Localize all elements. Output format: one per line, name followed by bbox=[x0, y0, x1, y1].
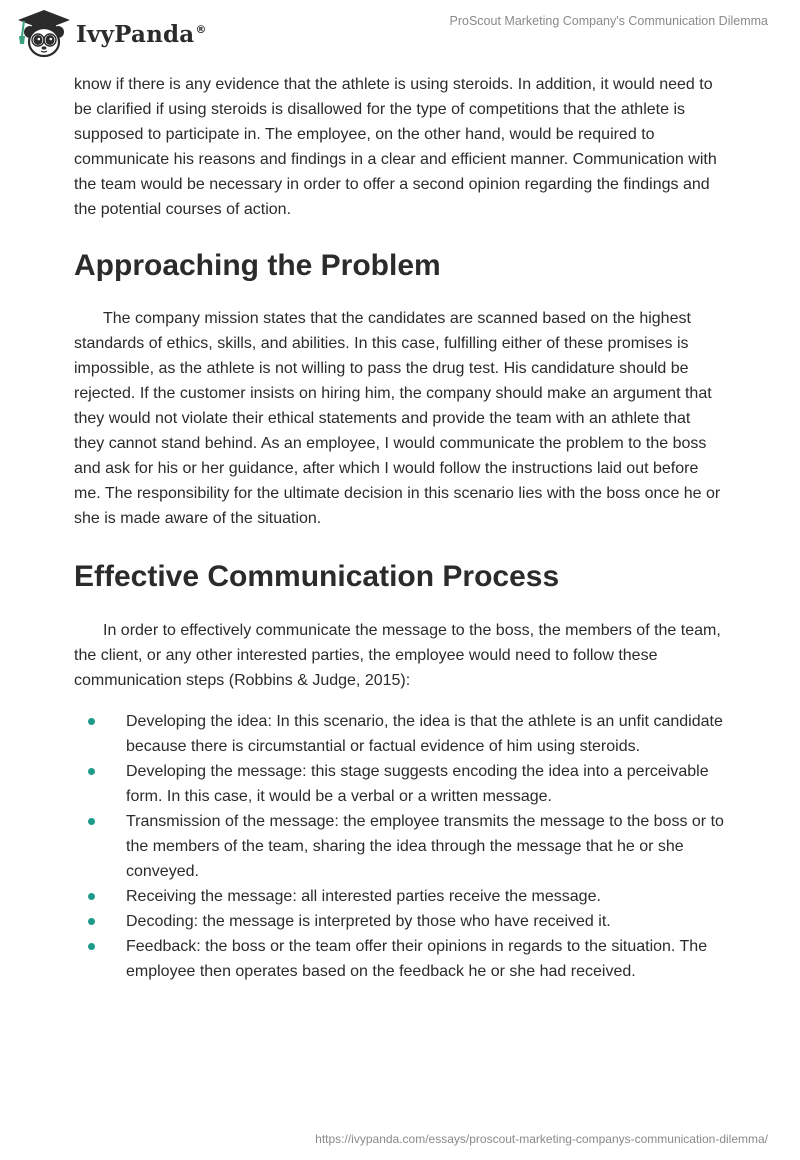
list-item bbox=[74, 909, 724, 934]
section-paragraph-approaching: The company mission states that the candidates are scanned based on the highest standards of ethics, skills, and abilities. In this case, fulfilling either of these promises is impossible, as the athlete is not willing to pass the drug test. His candidature should be rejected. If the customer insists on hiring him, the company should make an argument that they would not violate their ethical statements and provide the team with an athlete that they cannot stand behind. As an employee, I would communicate the problem to the boss and ask for his or her guidance, after which I would follow the instructions laid out before me. The responsibility for the ultimate decision in this scenario lies with the boss once he or she is made aware of the situation. bbox=[74, 310, 721, 527]
page-header bbox=[0, 0, 800, 70]
list-item-text: Feedback: the boss or the team offer their opinions in regards to the situation. The employee then operates based on the feedback he or she had received. bbox=[126, 938, 708, 980]
bullet-icon bbox=[88, 818, 95, 825]
intro-paragraph: know if there is any evidence that the athlete is using steroids. In addition, it would need to be clarified if using steroids is disallowed for the type of competitions that the athlete is supposed to participate in. The employee, on the other hand, would be required to communicate his reasons and findings in a clear and efficient manner. Communication with the team would be necessary in order to offer a second opinion regarding the findings and the potential courses of action. bbox=[74, 76, 717, 218]
document-title: ProScout Marketing Company's Communication Dilemma bbox=[449, 14, 768, 28]
section-heading-effective: Effective Communication Process bbox=[74, 560, 560, 593]
essay-content bbox=[74, 70, 724, 984]
list-item-text: Receiving the message: all interested parties receive the message. bbox=[126, 888, 601, 905]
bullet-icon bbox=[88, 943, 95, 950]
list-item bbox=[74, 709, 724, 759]
list-item bbox=[74, 759, 724, 809]
list-item-text: Transmission of the message: the employee transmits the message to the boss or to the members of the team, sharing the idea through the message that he or she conveyed. bbox=[126, 813, 724, 880]
ivypanda-logo[interactable] bbox=[14, 8, 207, 60]
bullet-icon bbox=[88, 718, 95, 725]
bullet-icon bbox=[88, 918, 95, 925]
section-paragraph-effective: In order to effectively communicate the message to the boss, the members of the team, the client, or any other interested parties, the employee would need to follow these communication steps (Robbins & Judge, 2015): bbox=[74, 622, 721, 689]
list-item-text: Developing the message: this stage suggests encoding the idea into a perceivable form. In this case, it would be a verbal or a written message. bbox=[126, 763, 709, 805]
brand-name bbox=[76, 21, 207, 48]
panda-graduate-icon bbox=[14, 8, 74, 60]
section-heading-approaching: Approaching the Problem bbox=[74, 249, 441, 282]
footer-source-url[interactable]: https://ivypanda.com/essays/proscout-marketing-companys-communication-dilemma/ bbox=[315, 1132, 768, 1146]
registered-mark: ® bbox=[195, 22, 207, 36]
communication-steps-list bbox=[74, 709, 724, 984]
list-item-text: Decoding: the message is interpreted by those who have received it. bbox=[126, 913, 611, 930]
bullet-icon bbox=[88, 893, 95, 900]
list-item bbox=[74, 934, 724, 984]
bullet-icon bbox=[88, 768, 95, 775]
list-item bbox=[74, 884, 724, 909]
list-item-text: Developing the idea: In this scenario, the idea is that the athlete is an unfit candidate because there is circumstantial or factual evidence of him using steroids. bbox=[126, 713, 723, 755]
list-item bbox=[74, 809, 724, 884]
brand-name-text: IvyPanda bbox=[76, 20, 195, 48]
